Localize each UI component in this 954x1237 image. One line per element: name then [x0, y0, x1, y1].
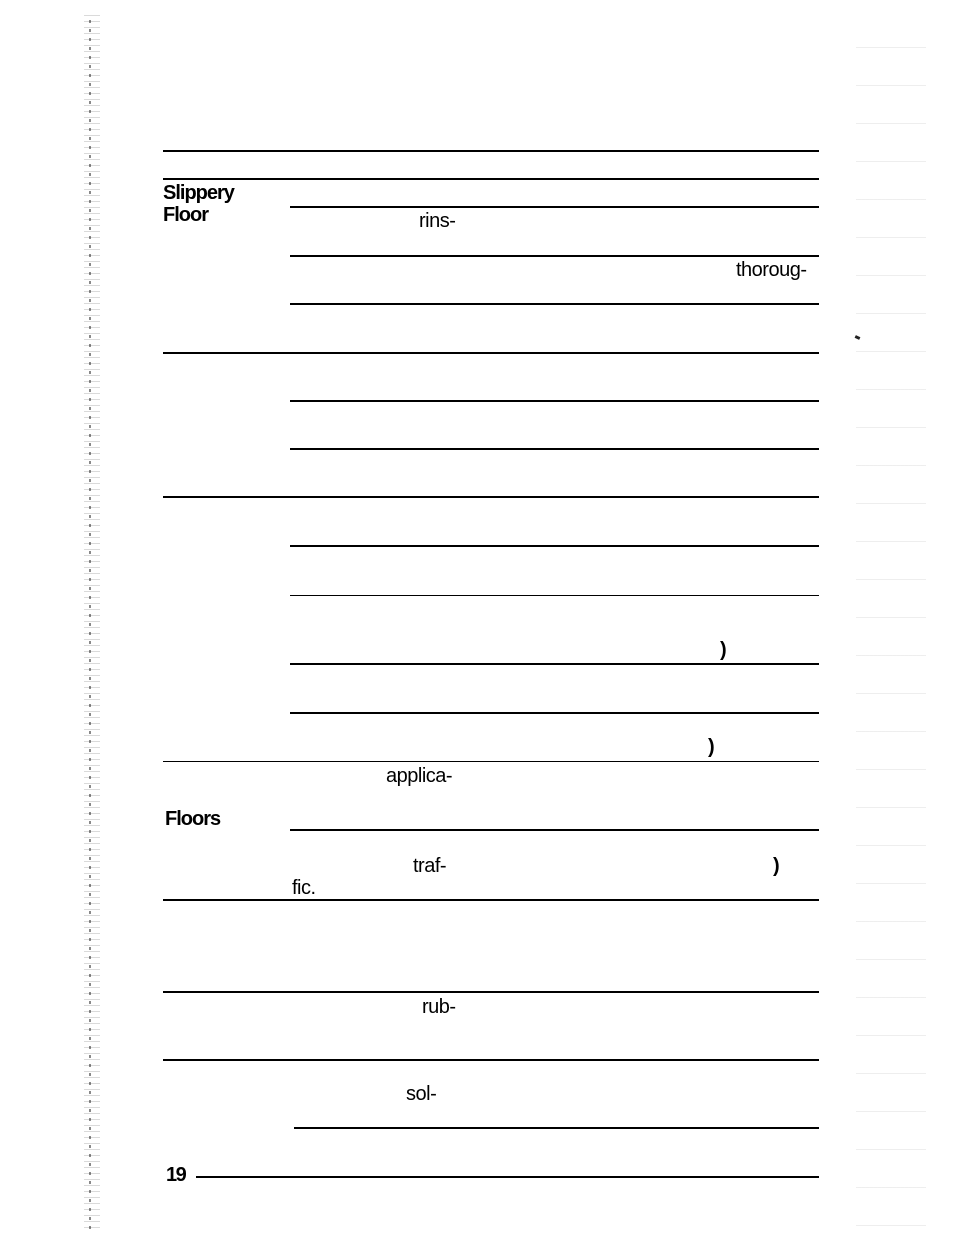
- sub-rule: [290, 712, 819, 714]
- sub-rule: [290, 206, 819, 208]
- text-fragment: sol-: [406, 1083, 437, 1105]
- sub-rule: [294, 1127, 819, 1129]
- scan-edge-right: [856, 10, 926, 1230]
- row-label-slippery: Slippery: [163, 182, 234, 204]
- row-label-floors: Floors: [165, 808, 221, 830]
- footer-rule: [196, 1176, 819, 1178]
- scan-edge-left: [84, 10, 100, 1230]
- page-number: 19: [166, 1164, 186, 1186]
- section-rule: [163, 1059, 819, 1061]
- row-label-floor: Floor: [163, 204, 208, 226]
- sub-rule: [290, 545, 819, 547]
- table-header-rule: [163, 178, 819, 180]
- text-fragment: ): [708, 736, 715, 758]
- sub-rule: [290, 829, 819, 831]
- section-rule: [163, 761, 819, 762]
- section-rule: [163, 496, 819, 498]
- section-rule: [163, 899, 819, 901]
- text-fragment: ): [720, 639, 727, 661]
- table-top-rule: [163, 150, 819, 152]
- text-fragment: traf-: [413, 855, 447, 877]
- text-fragment: applica-: [386, 765, 453, 787]
- sub-rule: [290, 663, 819, 665]
- sub-rule: [290, 448, 819, 450]
- sub-rule: [290, 255, 819, 257]
- text-fragment: rub-: [422, 996, 456, 1018]
- sub-rule: [290, 595, 819, 596]
- section-rule: [163, 352, 819, 354]
- text-fragment: thoroug-: [736, 259, 807, 281]
- text-fragment: fic.: [292, 877, 316, 899]
- text-fragment: rins-: [419, 210, 456, 232]
- scan-edge-left-line: [89, 20, 91, 1230]
- sub-rule: [290, 400, 819, 402]
- section-rule: [163, 991, 819, 993]
- sub-rule: [290, 303, 819, 305]
- text-fragment: ): [773, 855, 780, 877]
